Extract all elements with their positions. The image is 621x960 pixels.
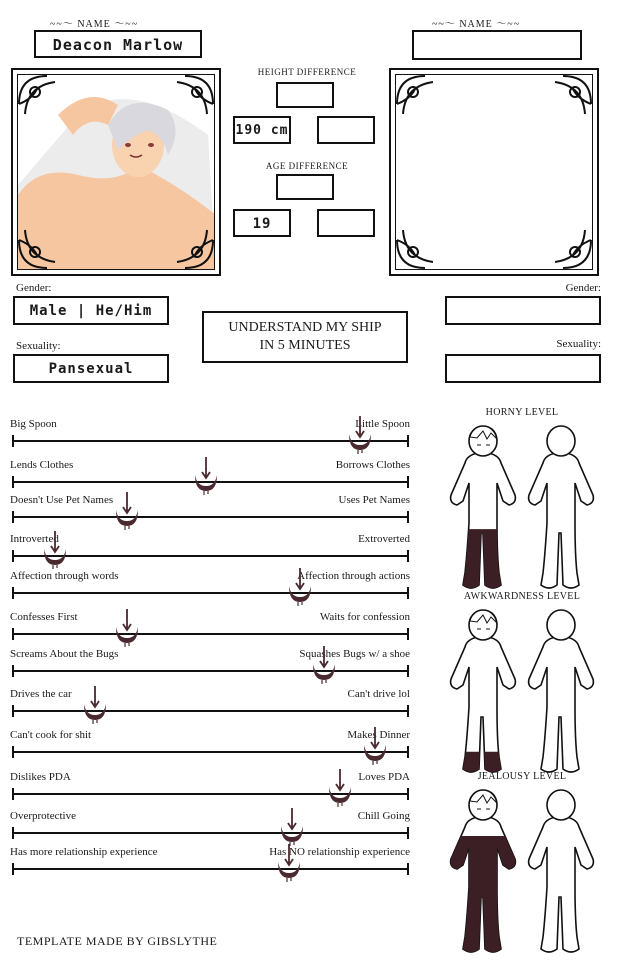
slider-track[interactable] xyxy=(12,868,407,870)
left-sexuality-label: Sexuality: xyxy=(16,340,61,352)
left-name-value: Deacon Marlow xyxy=(52,36,184,54)
right-sexuality-box[interactable] xyxy=(445,354,601,383)
slider-marker[interactable] xyxy=(80,684,110,724)
left-portrait-frame xyxy=(11,68,221,276)
slider-marker[interactable] xyxy=(277,806,307,846)
slider-left-label: Dislikes PDA xyxy=(10,771,71,783)
ornament-corners xyxy=(395,74,593,270)
slider-left-label: Doesn't Use Pet Names xyxy=(10,494,114,506)
slider-end-tick xyxy=(407,476,409,488)
slider-marker[interactable] xyxy=(285,566,315,606)
left-name-header: ~~〜 NAME 〜~~ xyxy=(50,19,139,30)
slider-end-tick xyxy=(12,705,14,717)
flourish-left: ~~〜 xyxy=(50,19,78,30)
right-height-box[interactable] xyxy=(317,116,375,144)
slider-right-label: Can't drive lol xyxy=(347,688,410,700)
slider-marker[interactable] xyxy=(345,414,375,454)
slider-end-tick xyxy=(407,550,409,562)
height-difference-label: HEIGHT DIFFERENCE xyxy=(257,67,357,77)
slider-marker[interactable] xyxy=(191,455,221,495)
slider-end-tick xyxy=(407,827,409,839)
slider-end-tick xyxy=(12,746,14,758)
ship-title-line2: IN 5 MINUTES xyxy=(259,338,351,353)
slider-end-tick xyxy=(12,587,14,599)
left-height-box[interactable] xyxy=(233,116,291,144)
level-figures xyxy=(441,609,611,779)
slider-left-label: Overprotective xyxy=(10,810,76,822)
slider-left-label: Introverted xyxy=(10,533,59,545)
slider-left-label: Screams About the Bugs xyxy=(10,648,119,660)
slider-marker[interactable] xyxy=(112,607,142,647)
slider-end-tick xyxy=(12,628,14,640)
slider-end-tick xyxy=(12,665,14,677)
left-gender-label: Gender: xyxy=(16,282,52,294)
slider-track[interactable] xyxy=(12,832,407,834)
slider-track[interactable] xyxy=(12,751,407,753)
slider-left-label: Confesses First xyxy=(10,611,78,623)
right-sexuality-label: Sexuality: xyxy=(556,338,601,350)
slider-marker[interactable] xyxy=(274,842,304,882)
slider-end-tick xyxy=(12,863,14,875)
slider-left-label: Has more relationship experience xyxy=(10,846,158,858)
height-difference-box[interactable] xyxy=(276,82,334,108)
left-name-box[interactable] xyxy=(34,30,202,58)
age-difference-box[interactable] xyxy=(276,174,334,200)
slider-marker[interactable] xyxy=(40,529,70,569)
left-age-value: 19 xyxy=(252,216,272,232)
slider-marker[interactable] xyxy=(112,490,142,530)
slider-left-label: Affection through words xyxy=(10,570,119,582)
level-figures xyxy=(441,425,611,595)
slider-left-label: Lends Clothes xyxy=(10,459,74,471)
slider-end-tick xyxy=(407,705,409,717)
right-name-box[interactable] xyxy=(412,30,582,60)
slider-end-tick xyxy=(12,511,14,523)
level-title: HORNY LEVEL xyxy=(485,407,559,418)
slider-right-label: Borrows Clothes xyxy=(335,459,410,471)
right-portrait-frame xyxy=(389,68,599,276)
slider-right-label: Affection through actions xyxy=(297,570,410,582)
ornament-corners xyxy=(17,74,215,270)
slider-end-tick xyxy=(407,746,409,758)
slider-end-tick xyxy=(407,628,409,640)
slider-end-tick xyxy=(12,550,14,562)
age-difference-label: AGE DIFFERENCE xyxy=(265,161,349,171)
level-figures xyxy=(441,789,611,959)
slider-right-label: Extroverted xyxy=(358,533,410,545)
ship-title-line1: UNDERSTAND MY SHIP xyxy=(228,320,382,335)
slider-end-tick xyxy=(407,587,409,599)
slider-track[interactable] xyxy=(12,516,407,518)
slider-end-tick xyxy=(12,827,14,839)
slider-end-tick xyxy=(12,476,14,488)
left-gender-value: Male | He/Him xyxy=(29,303,153,319)
slider-right-label: Makes Dinner xyxy=(347,729,410,741)
slider-left-label: Big Spoon xyxy=(10,418,57,430)
slider-end-tick xyxy=(12,435,14,447)
ship-title xyxy=(202,311,408,363)
slider-right-label: Loves PDA xyxy=(358,771,410,783)
slider-right-label: Uses Pet Names xyxy=(338,494,410,506)
slider-marker[interactable] xyxy=(360,725,390,765)
left-age-box[interactable] xyxy=(233,209,291,237)
slider-right-label: Has NO relationship experience xyxy=(269,846,410,858)
left-height-value: 190 cm xyxy=(235,123,289,138)
slider-track[interactable] xyxy=(12,670,407,672)
slider-right-label: Waits for confession xyxy=(319,611,410,623)
slider-marker[interactable] xyxy=(309,644,339,684)
right-age-box[interactable] xyxy=(317,209,375,237)
slider-end-tick xyxy=(407,435,409,447)
slider-track[interactable] xyxy=(12,710,407,712)
slider-right-label: Chill Going xyxy=(357,810,410,822)
slider-track[interactable] xyxy=(12,633,407,635)
slider-end-tick xyxy=(407,863,409,875)
left-sexuality-value: Pansexual xyxy=(48,361,134,377)
left-gender-box[interactable] xyxy=(13,296,169,325)
slider-left-label: Can't cook for shit xyxy=(10,729,92,741)
left-sexuality-box[interactable] xyxy=(13,354,169,383)
level-title: JEALOUSY LEVEL xyxy=(477,771,567,782)
slider-right-label: Squashes Bugs w/ a shoe xyxy=(299,648,410,660)
slider-end-tick xyxy=(407,511,409,523)
template-credit: TEMPLATE MADE BY GIBSLYTHE xyxy=(17,934,218,948)
slider-track[interactable] xyxy=(12,555,407,557)
slider-end-tick xyxy=(12,788,14,800)
level-title: AWKWARDNESS LEVEL xyxy=(463,591,581,602)
right-name-header: ~~〜 NAME 〜~~ xyxy=(432,19,521,30)
right-gender-box[interactable] xyxy=(445,296,601,325)
slider-left-label: Drives the car xyxy=(10,688,72,700)
slider-track[interactable] xyxy=(12,592,407,594)
slider-right-label: Little Spoon xyxy=(355,418,410,430)
right-gender-label: Gender: xyxy=(565,282,601,294)
slider-end-tick xyxy=(407,788,409,800)
slider-end-tick xyxy=(407,665,409,677)
slider-marker[interactable] xyxy=(325,767,355,807)
